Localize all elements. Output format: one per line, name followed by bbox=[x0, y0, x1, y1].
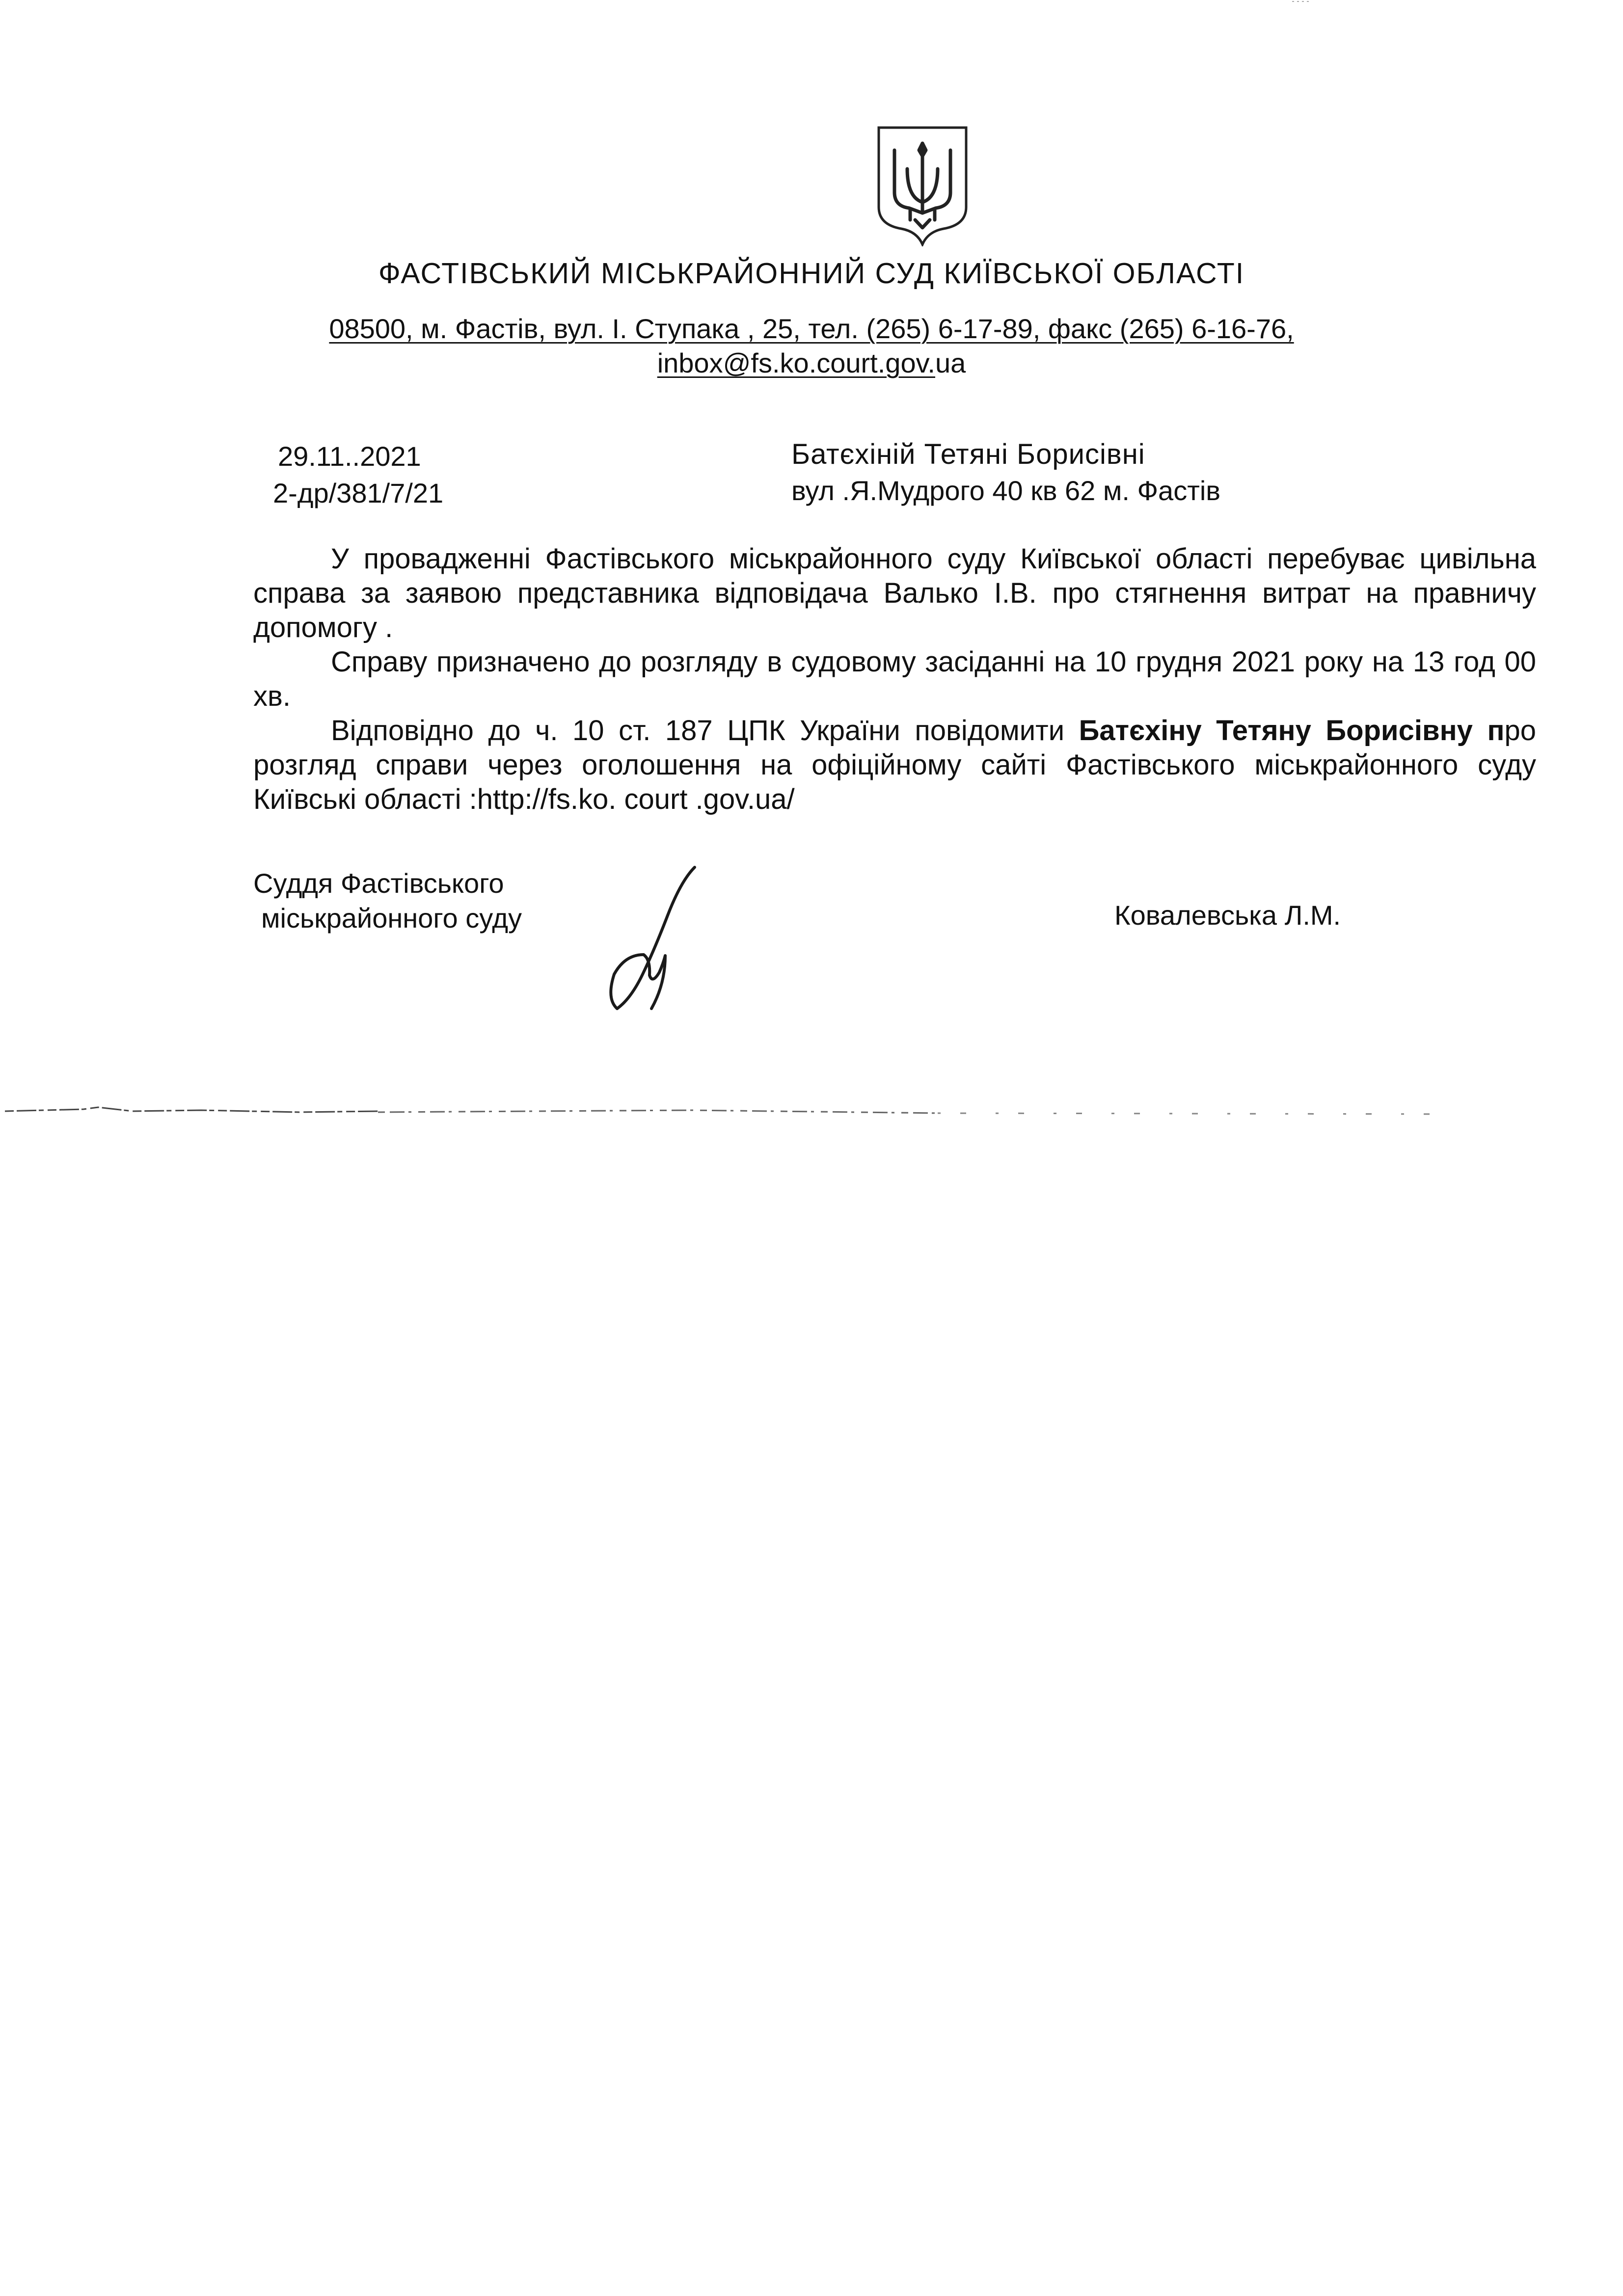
court-address: 08500, м. Фастів, вул. І. Ступака , 25, тел. (265) 6-17-89, факс (265) 6-16-76, bbox=[329, 313, 1294, 344]
body-paragraph-2: Справу призначено до розгляду в судовому засіданні на 10 грудня 2021 року на 13 год 00 хв. bbox=[253, 646, 1536, 712]
judge-signature bbox=[596, 861, 714, 1014]
court-email-suffix: ua bbox=[935, 347, 966, 378]
judge-title-line1: Суддя Фастівського bbox=[253, 868, 504, 899]
body-paragraph-3 bbox=[253, 714, 1536, 817]
letter-date: 29.11..2021 bbox=[278, 441, 421, 472]
coat-of-arms-icon bbox=[875, 124, 970, 246]
court-email: inbox@fs.ko.court.gov. bbox=[657, 347, 935, 378]
recipient-address: вул .Я.Мудрого 40 кв 62 м. Фастів bbox=[791, 475, 1221, 506]
scan-artifact-line bbox=[5, 1098, 1458, 1123]
letter-body bbox=[253, 542, 1536, 817]
recipient-name: Батєхіній Тетяні Борисівні bbox=[791, 438, 1145, 470]
court-email-line bbox=[0, 347, 1623, 379]
notified-person: Батєхіну Тетяну Борисівну п bbox=[1079, 715, 1505, 747]
judge-title-line2: міськрайонного суду bbox=[261, 903, 522, 934]
notice-text-end: ро розгляд справи через оголошення на офіційному сайті Фастівського міськрайонного суду Київські області :http://fs.ko. court .gov.ua/ bbox=[253, 715, 1537, 815]
case-number: 2-др/381/7/21 bbox=[273, 478, 444, 508]
scan-mark bbox=[1291, 0, 1311, 4]
body-paragraph-1: У провадженні Фастівського міськрайонного суду Київської області перебуває цивільна справа за заявою представника відповідача Валько І.В. про стягнення витрат на правничу допомогу . bbox=[253, 543, 1536, 643]
court-name: ФАСТІВСЬКИЙ МІСЬКРАЙОННИЙ СУД КИЇВСЬКОЇ ОБЛАСТІ bbox=[378, 257, 1245, 290]
notice-text-start: Відповідно до ч. 10 ст. 187 ЦПК України повідомити bbox=[331, 715, 1079, 747]
judge-name: Ковалевська Л.М. bbox=[1114, 900, 1341, 931]
